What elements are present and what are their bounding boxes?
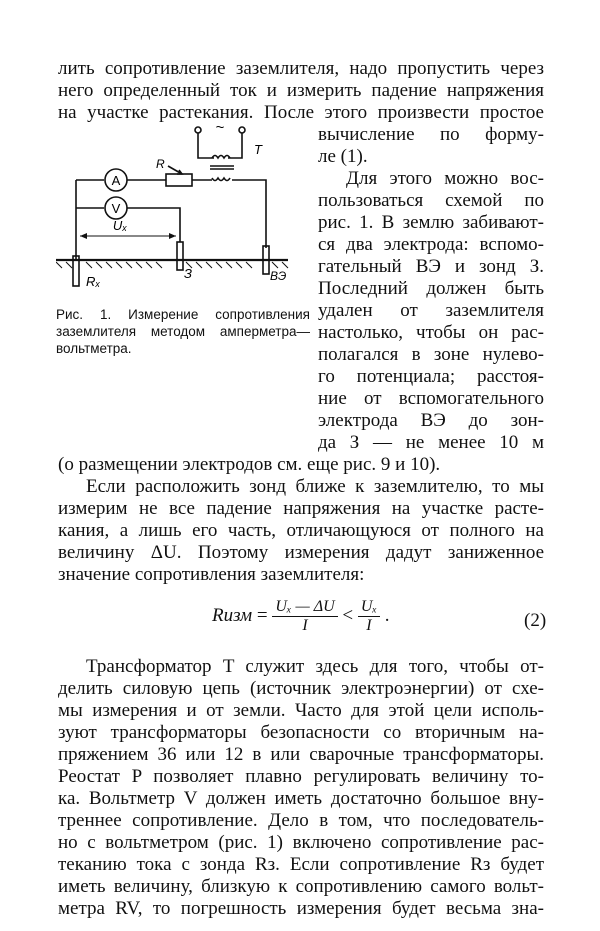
text-line: го потенциала; расстоя- <box>318 366 544 387</box>
formula-2-frac2-num: Uₓ <box>358 598 380 617</box>
formula-2-lhs: Rизм <box>212 604 253 626</box>
text-line: измерим не все падение напряжения на участке расте- <box>58 498 544 519</box>
rheostat <box>166 174 192 186</box>
formula-2-fraction-2 <box>358 598 380 635</box>
ac-terminal-right <box>239 127 245 133</box>
text-line: удален от заземлителя <box>318 300 544 321</box>
text-line: ка. Вольтметр V должен иметь достаточно большое вну- <box>58 788 544 809</box>
text-line: мы измерения и от земли. Часто для этой цели исполь- <box>58 700 544 721</box>
voltmeter-label: V <box>111 201 121 216</box>
text-line: теканию тока с зонда Rз. Если сопротивление Rз будет <box>58 854 544 875</box>
ux-label: Uₓ <box>112 218 128 233</box>
text-line: ся два электрода: вспомо- <box>318 234 544 255</box>
text-line: иметь величину, близкую к сопротивлению самого вольт- <box>58 876 544 897</box>
text-line: полагался в зоне нулево- <box>318 344 544 365</box>
transformer-secondary <box>212 178 230 181</box>
formula-2-number: (2) <box>524 610 547 631</box>
text-line: Если расположить зонд ближе к заземлителю, то мы <box>86 476 544 497</box>
text-line: ле (1). <box>318 146 368 167</box>
text-line: (о размещении электродов см. еще рис. 9 и 10). <box>58 454 441 475</box>
text-line: ние от вспомогательного <box>318 388 544 409</box>
transformer-primary <box>212 156 230 159</box>
figure-caption: Рис. 1. Измерение сопротивления заземлителя методом амперметра—вольтметра. <box>56 307 310 356</box>
text-line: вычисление по форму- <box>318 124 544 145</box>
text-line: значение сопротивления заземлителя: <box>58 564 365 585</box>
ac-terminal-left <box>195 127 201 133</box>
text-line: Для этого можно вос- <box>346 168 544 189</box>
text-line: лить сопротивление заземлителя, надо пропустить через <box>58 58 544 79</box>
rheostat-label: R <box>156 157 165 171</box>
formula-2-frac2-den: I <box>366 617 372 634</box>
text-line: пряжением 36 или 12 в или сварочные трансформаторы. <box>58 744 544 765</box>
text-line: Реостат P позволяет плавно регулировать величину то- <box>58 766 544 787</box>
text-line: треннее сопротивление. Дело в том, что последователь- <box>58 810 544 831</box>
text-line: Последний должен быть <box>318 278 544 299</box>
ammeter-label: A <box>111 173 121 188</box>
text-line: на участке растекания. После этого произвести простое <box>58 102 544 123</box>
text-line: настолько, чтобы он рас- <box>318 322 544 343</box>
text-line: делить силовую цепь (источник электроэнергии) от схе- <box>58 678 544 699</box>
text-line: электрода ВЭ до зон- <box>318 410 544 431</box>
text-line: величину ΔU. Поэтому измерения дадут заниженное <box>58 542 544 563</box>
text-line: Трансформатор T служит здесь для того, чтобы от- <box>86 656 544 677</box>
text-line: него определенный ток и измерить падение напряжения <box>58 80 544 101</box>
text-line: зуют трансформаторы безопасности со вторичным на- <box>58 722 544 743</box>
transformer-label: T <box>254 142 262 157</box>
probe-label: З <box>184 266 192 281</box>
formula-2-frac1-num: Uₓ — ΔU <box>272 598 337 617</box>
text-line: пользоваться схемой по <box>318 190 544 211</box>
text-line: кания, а лишь его часть, отличающуюся от полного на <box>58 520 544 541</box>
aux-label: ВЭ <box>270 269 287 283</box>
text-line: гательный ВЭ и зонд З. <box>318 256 544 277</box>
formula-2: Rизм = $\frac{\text{Uₓ — ΔU}}{I}$ < $\frac{\text{Uₓ}}{I}$ . <box>212 598 390 634</box>
formula-2-fraction-1 <box>272 598 337 635</box>
text-line: да З — не менее 10 м <box>318 432 544 453</box>
circuit-diagram <box>56 118 312 298</box>
formula-2-frac1-den: I <box>302 617 308 634</box>
text-line: метра RV, то погрешность измерения будет весьма зна- <box>58 898 544 919</box>
ac-label: ~ <box>215 119 225 136</box>
rx-label: Rₓ <box>86 274 101 289</box>
text-line: рис. 1. В землю забивают- <box>318 212 544 233</box>
probe-electrode <box>177 242 183 270</box>
text-line: но с вольтметром (рис. 1) включено сопротивление рас- <box>58 832 544 853</box>
